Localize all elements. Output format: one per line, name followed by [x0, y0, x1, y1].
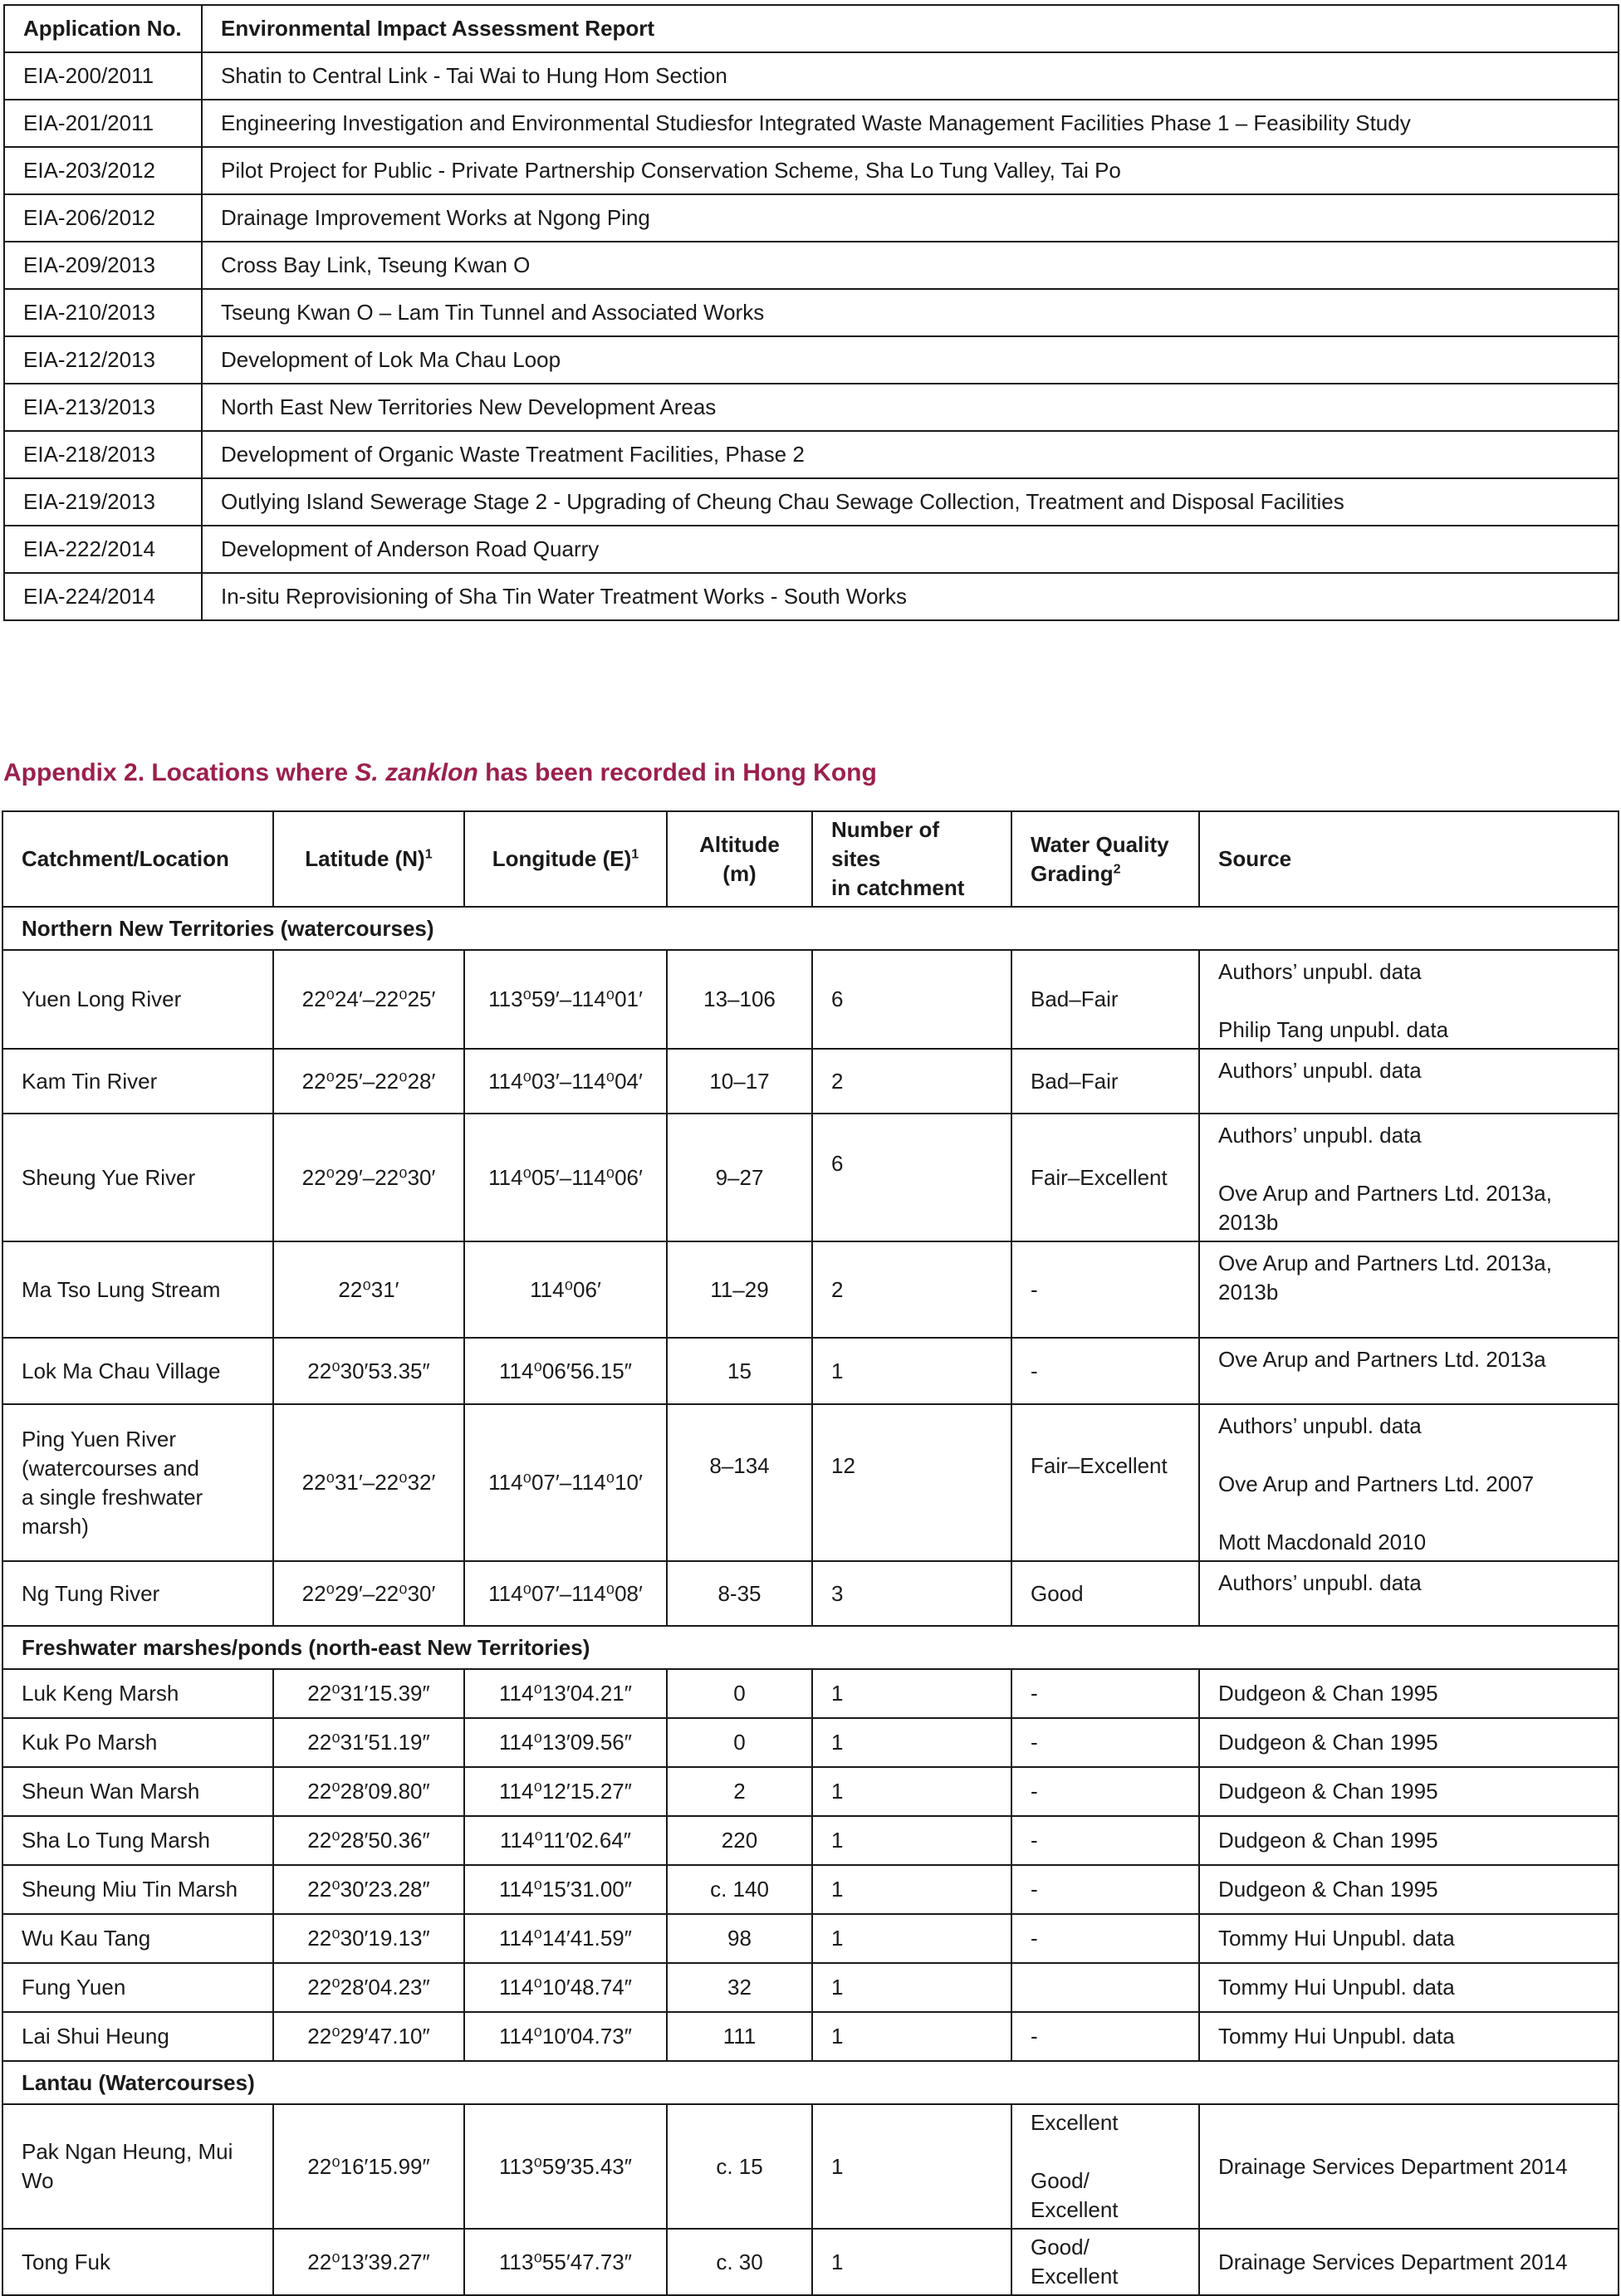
- table-row: [4, 478, 1619, 526]
- water-quality-cell: Good: [1011, 1561, 1199, 1626]
- table-row: [4, 147, 1619, 194]
- latitude-cell: 22⁰28′09.80″: [273, 1767, 464, 1816]
- table-row: [4, 194, 1619, 242]
- latitude-cell: 22⁰31′15.39″: [273, 1669, 464, 1718]
- report-title-cell: In-situ Reprovisioning of Sha Tin Water Treatment Works - South Works: [202, 573, 1619, 620]
- sites-cell: 3: [812, 1561, 1011, 1626]
- sites-cell: 1: [812, 1338, 1011, 1404]
- altitude-cell: 2: [667, 1767, 812, 1816]
- report-title-cell: Engineering Investigation and Environmental Studiesfor Integrated Waste Management Facilities Phase 1 – Feasibility Study: [202, 100, 1619, 147]
- location-cell: Wu Kau Tang: [2, 1914, 273, 1963]
- source-cell: Ove Arup and Partners Ltd. 2013a: [1199, 1338, 1619, 1404]
- source-cell: Tommy Hui Unpubl. data: [1199, 2012, 1619, 2061]
- table-row: [2, 1718, 1619, 1767]
- locations-table: [2, 810, 1619, 2296]
- source-cell: Dudgeon & Chan 1995: [1199, 1865, 1619, 1914]
- application-no-cell: EIA-224/2014: [4, 573, 202, 620]
- report-title-cell: Tseung Kwan O – Lam Tin Tunnel and Associated Works: [202, 289, 1619, 336]
- water-quality-cell: -: [1011, 2012, 1199, 2061]
- heading-suffix: has been recorded in Hong Kong: [477, 759, 877, 786]
- column-header-altitude: Altitude (m): [667, 811, 812, 907]
- table-header-row: [2, 811, 1619, 907]
- location-cell: Lok Ma Chau Village: [2, 1338, 273, 1404]
- report-title-cell: Outlying Island Sewerage Stage 2 - Upgrading of Cheung Chau Sewage Collection, Treatment and Disposal Facilities: [202, 478, 1619, 526]
- table-row: [2, 1114, 1619, 1241]
- longitude-cell: 114⁰07′–114⁰08′: [464, 1561, 667, 1626]
- location-cell: Kam Tin River: [2, 1049, 273, 1114]
- section-row: [2, 1626, 1619, 1669]
- eia-report-table-body: [4, 52, 1619, 620]
- water-quality-cell: -: [1011, 1914, 1199, 1963]
- location-cell: Sheun Wan Marsh: [2, 1767, 273, 1816]
- column-header-latitude: Latitude $(N)^1$: [273, 811, 464, 907]
- application-no-cell: EIA-219/2013: [4, 478, 202, 526]
- marsh-rows: [2, 1669, 1619, 2061]
- source-cell: Dudgeon & Chan 1995: [1199, 1767, 1619, 1816]
- altitude-cell: 8-35: [667, 1561, 812, 1626]
- table-row: [2, 1963, 1619, 2012]
- latitude-cell: 22⁰13′39.27″: [273, 2229, 464, 2295]
- eia-report-table: [3, 4, 1619, 621]
- column-header-application-no: Application No.: [4, 5, 202, 52]
- column-header-eia-report: Environmental Impact Assessment Report: [202, 5, 1619, 52]
- application-no-cell: EIA-201/2011: [4, 100, 202, 147]
- altitude-cell: c. 15: [667, 2104, 812, 2229]
- table-row: [4, 384, 1619, 431]
- latitude-cell: 22⁰24′–22⁰25′: [273, 950, 464, 1049]
- sites-cell: 1: [812, 1718, 1011, 1767]
- longitude-cell: 114⁰15′31.00″: [464, 1865, 667, 1914]
- sites-cell: 1: [812, 1767, 1011, 1816]
- longitude-cell: 114⁰13′04.21″: [464, 1669, 667, 1718]
- location-cell: Fung Yuen: [2, 1963, 273, 2012]
- source-cell: Authors’ unpubl. data: [1199, 1049, 1619, 1114]
- altitude-cell: 0: [667, 1718, 812, 1767]
- column-header-location: Catchment/Location: [2, 811, 273, 907]
- application-no-cell: EIA-206/2012: [4, 194, 202, 242]
- sites-cell: 2: [812, 1241, 1011, 1338]
- report-title-cell: Shatin to Central Link - Tai Wai to Hung Hom Section: [202, 52, 1619, 100]
- source-cell: Ove Arup and Partners Ltd. 2013a, 2013b: [1199, 1241, 1619, 1338]
- source-cell: Authors’ unpubl. data Philip Tang unpubl. data: [1199, 950, 1619, 1049]
- table-row: [4, 431, 1619, 478]
- longitude-cell: 114⁰03′–114⁰04′: [464, 1049, 667, 1114]
- water-quality-cell: -: [1011, 1718, 1199, 1767]
- latitude-cell: 22⁰29′–22⁰30′: [273, 1114, 464, 1241]
- table-row: [2, 1865, 1619, 1914]
- location-cell: Tong Fuk: [2, 2229, 273, 2295]
- altitude-cell: 10–17: [667, 1049, 812, 1114]
- water-quality-cell: -: [1011, 1669, 1199, 1718]
- location-cell: Sheung Miu Tin Marsh: [2, 1865, 273, 1914]
- altitude-cell: 11–29: [667, 1241, 812, 1338]
- sites-cell: 6: [812, 950, 1011, 1049]
- location-cell: Ma Tso Lung Stream: [2, 1241, 273, 1338]
- sites-cell: 6: [812, 1114, 1011, 1241]
- latitude-cell: 22⁰29′47.10″: [273, 2012, 464, 2061]
- latitude-cell: 22⁰31′–22⁰32′: [273, 1404, 464, 1561]
- latitude-cell: 22⁰30′53.35″: [273, 1338, 464, 1404]
- report-title-cell: Development of Anderson Road Quarry: [202, 526, 1619, 573]
- water-quality-cell: -: [1011, 1241, 1199, 1338]
- table-row: [4, 52, 1619, 100]
- source-cell: Tommy Hui Unpubl. data: [1199, 1963, 1619, 2012]
- location-cell: Yuen Long River: [2, 950, 273, 1049]
- longitude-cell: 114⁰10′48.74″: [464, 1963, 667, 2012]
- application-no-cell: EIA-200/2011: [4, 52, 202, 100]
- source-cell: Dudgeon & Chan 1995: [1199, 1816, 1619, 1865]
- altitude-cell: 220: [667, 1816, 812, 1865]
- table-row: [4, 100, 1619, 147]
- longitude-cell: 114⁰10′04.73″: [464, 2012, 667, 2061]
- column-header-number-of-sites: Number of sites in catchment: [812, 811, 1011, 907]
- water-quality-cell: Fair–Excellent: [1011, 1404, 1199, 1561]
- heading-species: S. zanklon: [355, 759, 478, 786]
- sites-cell: 1: [812, 1816, 1011, 1865]
- source-cell: Tommy Hui Unpubl. data: [1199, 1914, 1619, 1963]
- altitude-cell: c. 140: [667, 1865, 812, 1914]
- heading-prefix: Appendix 2. Locations where: [3, 759, 355, 786]
- section-row: [2, 2061, 1619, 2104]
- table-row: [2, 1049, 1619, 1114]
- location-cell: Luk Keng Marsh: [2, 1669, 273, 1718]
- column-header-source: Source: [1199, 811, 1619, 907]
- longitude-cell: 114⁰12′15.27″: [464, 1767, 667, 1816]
- table-row: [4, 242, 1619, 289]
- report-title-cell: Development of Lok Ma Chau Loop: [202, 336, 1619, 384]
- sites-cell: 1: [812, 1914, 1011, 1963]
- longitude-cell: 113⁰59′35.43″: [464, 2104, 667, 2229]
- location-cell: Ng Tung River: [2, 1561, 273, 1626]
- location-cell: Kuk Po Marsh: [2, 1718, 273, 1767]
- longitude-cell: 114⁰06′56.15″: [464, 1338, 667, 1404]
- altitude-cell: 8–134: [667, 1404, 812, 1561]
- altitude-cell: 13–106: [667, 950, 812, 1049]
- table-row: [2, 2104, 1619, 2229]
- water-quality-cell: Bad–Fair: [1011, 1049, 1199, 1114]
- table-row: [2, 1669, 1619, 1718]
- location-cell: Ping Yuen River (watercourses and a single freshwater marsh): [2, 1404, 273, 1561]
- table-row: [2, 1914, 1619, 1963]
- table-row: [2, 1404, 1619, 1561]
- sites-cell: 12: [812, 1404, 1011, 1561]
- altitude-cell: 98: [667, 1914, 812, 1963]
- report-title-cell: Drainage Improvement Works at Ngong Ping: [202, 194, 1619, 242]
- table-row: [2, 1561, 1619, 1626]
- source-cell: Drainage Services Department 2014: [1199, 2229, 1619, 2295]
- source-cell: Dudgeon & Chan 1995: [1199, 1669, 1619, 1718]
- source-cell: Drainage Services Department 2014: [1199, 2104, 1619, 2229]
- table-row: [2, 1338, 1619, 1404]
- location-cell: Lai Shui Heung: [2, 2012, 273, 2061]
- report-title-cell: Development of Organic Waste Treatment Facilities, Phase 2: [202, 431, 1619, 478]
- water-quality-cell: Excellent Good/ Excellent: [1011, 2104, 1199, 2229]
- table-row: [2, 2012, 1619, 2061]
- table-row: [2, 950, 1619, 1049]
- location-cell: Sha Lo Tung Marsh: [2, 1816, 273, 1865]
- latitude-cell: 22⁰25′–22⁰28′: [273, 1049, 464, 1114]
- table-row: [4, 573, 1619, 620]
- application-no-cell: EIA-203/2012: [4, 147, 202, 194]
- table-row: [2, 1816, 1619, 1865]
- table-header-row: [4, 5, 1619, 52]
- source-cell: Authors’ unpubl. data Ove Arup and Partners Ltd. 2013a, 2013b: [1199, 1114, 1619, 1241]
- longitude-cell: 114⁰14′41.59″: [464, 1914, 667, 1963]
- latitude-cell: 22⁰29′–22⁰30′: [273, 1561, 464, 1626]
- longitude-cell: 114⁰05′–114⁰06′: [464, 1114, 667, 1241]
- water-quality-cell: -: [1011, 1816, 1199, 1865]
- report-title-cell: Pilot Project for Public - Private Partnership Conservation Scheme, Sha Lo Tung Valley, Tai Po: [202, 147, 1619, 194]
- longitude-cell: 114⁰13′09.56″: [464, 1718, 667, 1767]
- latitude-cell: 22⁰28′04.23″: [273, 1963, 464, 2012]
- table-row: [4, 526, 1619, 573]
- sites-cell: 1: [812, 1669, 1011, 1718]
- sites-cell: 1: [812, 2229, 1011, 2295]
- latitude-cell: 22⁰16′15.99″: [273, 2104, 464, 2229]
- altitude-cell: 32: [667, 1963, 812, 2012]
- section-row: [2, 907, 1619, 950]
- water-quality-cell: [1011, 1963, 1199, 2012]
- application-no-cell: EIA-222/2014: [4, 526, 202, 573]
- water-quality-cell: Good/ Excellent: [1011, 2229, 1199, 2295]
- latitude-cell: 22⁰31′: [273, 1241, 464, 1338]
- altitude-cell: 9–27: [667, 1114, 812, 1241]
- longitude-cell: 114⁰07′–114⁰10′: [464, 1404, 667, 1561]
- section-label: Lantau (Watercourses): [2, 2061, 1619, 2104]
- altitude-cell: 111: [667, 2012, 812, 2061]
- latitude-cell: 22⁰30′23.28″: [273, 1865, 464, 1914]
- longitude-cell: 114⁰06′: [464, 1241, 667, 1338]
- section-label: Northern New Territories (watercourses): [2, 907, 1619, 950]
- sites-cell: 1: [812, 1963, 1011, 2012]
- application-no-cell: EIA-209/2013: [4, 242, 202, 289]
- column-header-water-quality: Water Quality Grading$^2$: [1011, 811, 1199, 907]
- location-cell: Pak Ngan Heung, Mui Wo: [2, 2104, 273, 2229]
- altitude-cell: c. 30: [667, 2229, 812, 2295]
- application-no-cell: EIA-213/2013: [4, 384, 202, 431]
- latitude-cell: 22⁰28′50.36″: [273, 1816, 464, 1865]
- sites-cell: 2: [812, 1049, 1011, 1114]
- source-cell: Authors’ unpubl. data: [1199, 1561, 1619, 1626]
- water-quality-cell: -: [1011, 1865, 1199, 1914]
- altitude-cell: 0: [667, 1669, 812, 1718]
- table-row: [2, 1241, 1619, 1338]
- longitude-cell: 113⁰59′–114⁰01′: [464, 950, 667, 1049]
- water-quality-cell: Bad–Fair: [1011, 950, 1199, 1049]
- table-row: [2, 2229, 1619, 2295]
- section-label: Freshwater marshes/ponds (north-east New Territories): [2, 1626, 1619, 1669]
- latitude-cell: 22⁰31′51.19″: [273, 1718, 464, 1767]
- sites-cell: 1: [812, 2012, 1011, 2061]
- water-quality-cell: -: [1011, 1767, 1199, 1816]
- report-title-cell: Cross Bay Link, Tseung Kwan O: [202, 242, 1619, 289]
- altitude-cell: 15: [667, 1338, 812, 1404]
- application-no-cell: EIA-218/2013: [4, 431, 202, 478]
- longitude-cell: 113⁰55′47.73″: [464, 2229, 667, 2295]
- table-row: [4, 336, 1619, 384]
- report-title-cell: North East New Territories New Development Areas: [202, 384, 1619, 431]
- sites-cell: 1: [812, 1865, 1011, 1914]
- table-row: [4, 289, 1619, 336]
- location-cell: Sheung Yue River: [2, 1114, 273, 1241]
- source-cell: Dudgeon & Chan 1995: [1199, 1718, 1619, 1767]
- table-row: [2, 1767, 1619, 1816]
- source-cell: Authors’ unpubl. data Ove Arup and Partners Ltd. 2007 Mott Macdonald 2010: [1199, 1404, 1619, 1561]
- column-header-longitude: Longitude $(E)^1$: [464, 811, 667, 907]
- application-no-cell: EIA-210/2013: [4, 289, 202, 336]
- latitude-cell: 22⁰30′19.13″: [273, 1914, 464, 1963]
- water-quality-cell: Fair–Excellent: [1011, 1114, 1199, 1241]
- sites-cell: 1: [812, 2104, 1011, 2229]
- application-no-cell: EIA-212/2013: [4, 336, 202, 384]
- water-quality-cell: -: [1011, 1338, 1199, 1404]
- appendix-2-heading: [3, 759, 877, 787]
- longitude-cell: 114⁰11′02.64″: [464, 1816, 667, 1865]
